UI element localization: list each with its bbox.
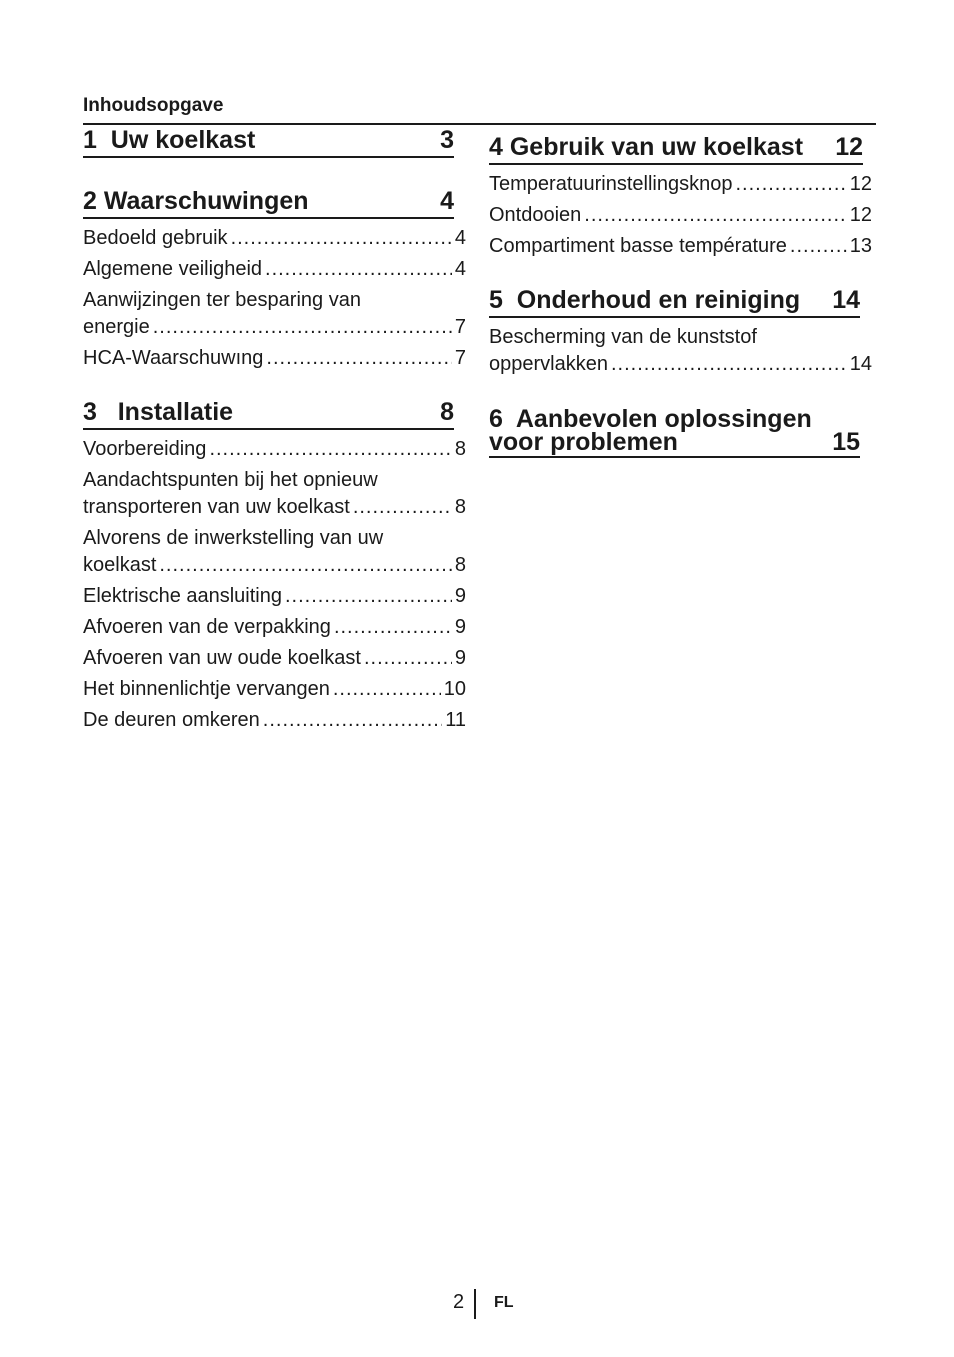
dot-leader [790,233,847,260]
section-entries [489,171,872,260]
dot-leader [584,202,846,229]
toc-entry[interactable] [83,583,466,610]
toc-entry[interactable] [83,707,466,734]
toc-section-6 [489,405,872,458]
toc-entry-label: Afvoeren van de verpakking [83,616,331,638]
toc-entry-page: 11 [445,709,466,731]
toc-entry-label: Ontdooien [489,204,582,226]
toc-entry[interactable] [83,256,466,283]
toc-entry-line: Alvorens de inwerkstelling van uw [83,527,384,549]
section-page: 12 [835,133,863,161]
section-title: 4 Gebruik van uw koelkast [489,133,804,161]
dot-leader [153,314,452,341]
dot-leader [611,351,847,378]
dot-leader [334,614,452,641]
toc-entry[interactable] [83,614,466,641]
toc-entry-row [83,676,466,703]
toc-entry-page: 8 [454,438,466,460]
dot-leader [285,583,452,610]
toc-entry-label: Voorbereiding [83,438,207,460]
toc-entry-line: Bescherming van de kunststof [489,326,757,348]
toc-entry-row [83,256,466,283]
toc-entry-page: 9 [454,585,466,607]
section-title-line-2 [489,428,860,456]
toc-entry-page: 12 [849,204,872,226]
dot-leader [266,345,451,372]
toc-entry-label: energie [83,316,150,338]
toc-entry[interactable] [489,233,872,260]
section-title: 2 Waarschuwingen [83,187,309,215]
toc-entry[interactable] [83,467,466,521]
section-title: 1 Uw koelkast [83,126,256,154]
page-number: 2 [453,1291,465,1313]
section-heading[interactable] [489,405,860,458]
toc-entry-row [83,225,466,252]
toc-entry[interactable] [489,324,872,378]
section-page: 3 [440,126,454,154]
dot-leader [364,645,452,672]
toc-entry[interactable] [83,645,466,672]
toc-entry-page: 9 [454,616,466,638]
toc-entry[interactable] [489,202,872,229]
toc-entry-label: Temperatuurinstellingsknop [489,173,733,195]
dot-leader [159,552,452,579]
section-entries [83,436,466,734]
toc-entry-page: 7 [454,316,466,338]
section-heading[interactable] [489,133,863,165]
page-footer [0,1289,954,1319]
section-heading[interactable] [83,187,454,219]
toc-entry-page: 12 [849,173,872,195]
section-page: 8 [440,398,454,426]
toc-entry-label: De deuren omkeren [83,709,260,731]
toc-entry-row [83,552,466,579]
section-title: 5 Onderhoud en reiniging [489,286,801,314]
toc-entry[interactable] [83,436,466,463]
dot-leader [265,256,452,283]
toc-entry-page: 14 [849,353,872,375]
toc-entry-row [83,583,466,610]
top-rule [83,123,876,125]
toc-entry-row [83,436,466,463]
section-entries [83,225,466,372]
dot-leader [353,494,452,521]
toc-entry[interactable] [489,171,872,198]
section-page: 15 [832,428,860,456]
toc-entry-label: transporteren van uw koelkast [83,496,350,518]
toc-entry-page: 8 [454,554,466,576]
toc-section-2 [83,187,466,376]
toc-entry[interactable] [83,225,466,252]
toc-entry-label: koelkast [83,554,157,576]
toc-entry-row [489,202,872,229]
dot-leader [735,171,846,198]
toc-entry-label: HCA-Waarschuwıng [83,347,264,369]
toc-entry-line: Aandachtspunten bij het opnieuw [83,469,378,491]
toc-entry-label: oppervlakken [489,353,608,375]
toc-entry-label: Elektrische aansluiting [83,585,282,607]
toc-section-4 [489,133,872,264]
toc-entry-row [83,645,466,672]
toc-entry-page: 8 [454,496,466,518]
toc-entry-label: Compartiment basse température [489,235,787,257]
toc-entry[interactable] [83,287,466,341]
section-heading[interactable] [489,286,860,318]
section-title: 3 Installatie [83,398,234,426]
footer-divider [474,1289,476,1319]
toc-entry-row [83,494,466,521]
toc-entry-page: 7 [454,347,466,369]
section-title-continued: voor problemen [489,428,678,456]
language-code: FL [494,1294,514,1311]
toc-entry-row [489,351,872,378]
toc-entry-row [489,233,872,260]
toc-entry[interactable] [83,676,466,703]
toc-entry[interactable] [83,345,466,372]
toc-entry-line: Aanwijzingen ter besparing van [83,289,361,311]
section-page: 14 [832,286,860,314]
dot-leader [209,436,451,463]
toc-entry-row [489,171,872,198]
toc-entry-label: Het binnenlichtje vervangen [83,678,330,700]
section-heading[interactable] [83,126,454,158]
toc-entry-row [83,345,466,372]
toc-section-5 [489,286,872,382]
toc-entry-row [83,314,466,341]
section-heading[interactable] [83,398,454,430]
toc-entry-row [83,614,466,641]
toc-entry-page: 10 [443,678,466,700]
toc-entry[interactable] [83,525,466,579]
dot-leader [231,225,452,252]
section-entries [489,324,872,378]
toc-section-3 [83,398,466,738]
toc-entry-label: Bedoeld gebruik [83,227,228,249]
toc-entry-label: Algemene veiligheid [83,258,263,280]
toc-entry-page: 4 [454,258,466,280]
toc-entry-row [83,707,466,734]
toc-entry-page: 9 [454,647,466,669]
section-title: 6 Aanbevolen oplossingen [489,405,812,433]
dot-leader [263,707,442,734]
toc-title: Inhoudsopgave [83,95,224,116]
section-page: 4 [440,187,454,215]
dot-leader [333,676,441,703]
toc-section-1[interactable] [83,126,454,158]
toc-entry-page: 4 [454,227,466,249]
toc-entry-page: 13 [849,235,872,257]
toc-entry-label: Afvoeren van uw oude koelkast [83,647,361,669]
